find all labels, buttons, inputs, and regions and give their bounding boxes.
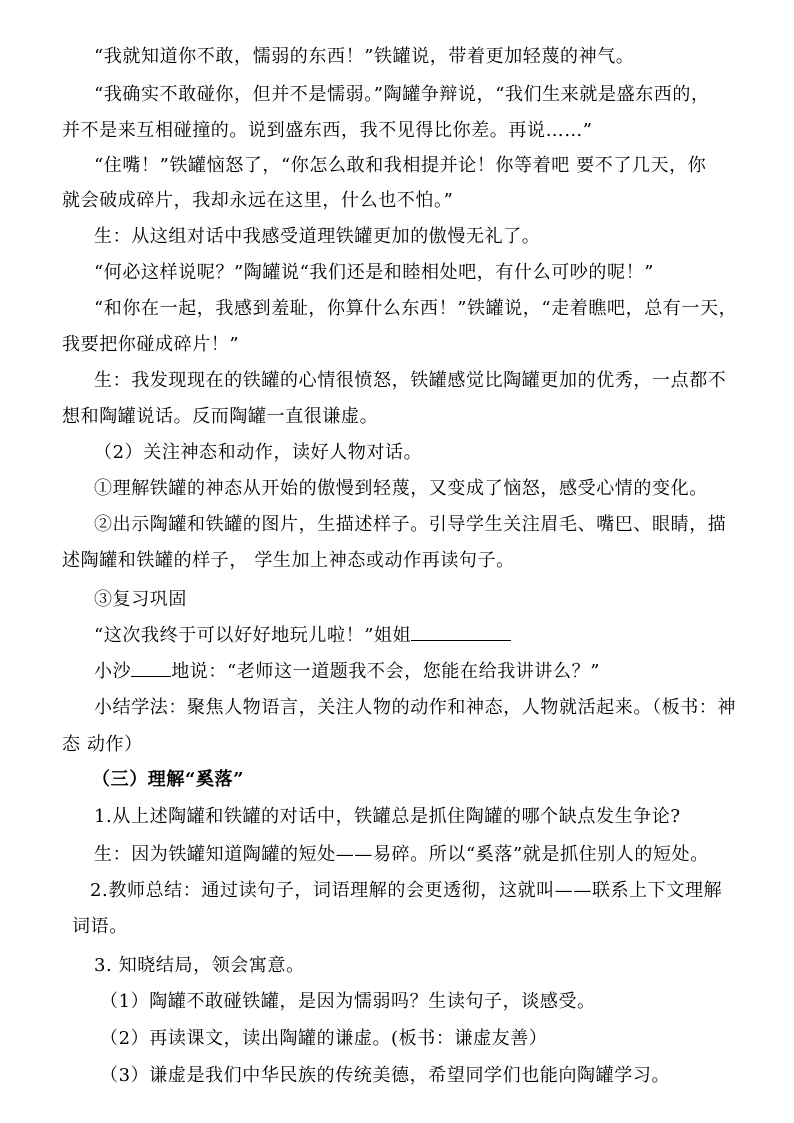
section-item: 述陶罐和铁罐的样子， 学生加上神态或动作再读句子。 [62,550,515,571]
dialogue-line: “住嘴！”铁罐恼怒了，“你怎么敢和我相提并论！你等着吧 要不了几天，你 [94,155,707,176]
dialogue-line: “我就知道你不敢，懦弱的东西！”铁罐说，带着更加轻蔑的神气。 [94,46,635,67]
exercise-line [94,660,600,683]
numbered-item: 3. 知晓结局，领会寓意。 [94,955,305,976]
sub-item: （1）陶罐不敢碰铁罐，是因为懦弱吗？生读句子，谈感受。 [100,991,596,1012]
section-heading: （三）理解“奚落” [92,769,245,790]
sub-item: （3）谦虚是我们中华民族的传统美德，希望同学们也能向陶罐学习。 [100,1065,671,1086]
section-item: ①理解铁罐的神态从开始的傲慢到轻蔑，又变成了恼怒，感受心情的变化。 [94,478,708,499]
numbered-item: 1.从上述陶罐和铁罐的对话中，铁罐总是抓住陶罐的哪个缺点发生争论? [94,806,681,827]
dialogue-line: 并不是来互相碰撞的。说到盛东西，我不见得比你差。再说……” [62,120,593,141]
dialogue-line: “和你在一起，我感到羞耻，你算什么东西！”铁罐说，“走着瞧吧，总有一天， [94,298,738,319]
exercise-text: 小沙 [94,661,132,682]
dialogue-line: 就会破成碎片，我却永远在这里，什么也不怕。” [62,190,454,211]
sub-item: （2）再读课文，读出陶罐的谦虚。(板书：谦虚友善） [100,1028,548,1049]
dialogue-line: 我要把你碰成碎片！” [62,334,240,355]
summary-line: 态 动作） [62,734,143,755]
student-response: 生：从这组对话中我感受道理铁罐更加的傲慢无礼了。 [94,226,541,247]
dialogue-line: “我确实不敢碰你，但并不是懦弱。”陶罐争辩说，“我们生来就是盛东西的， [94,84,710,105]
exercise-text: 地说：“老师这一道题我不会，您能在给我讲讲么？” [171,661,601,682]
dialogue-line: “何必这样说呢？”陶罐说“我们还是和睦相处吧，有什么可吵的呢！” [94,262,655,283]
numbered-item: 2.教师总结：通过读句子，词语理解的会更透彻，这就叫——联系上下文理解 [90,880,723,901]
section-item: （2）关注神态和动作，读好人物对话。 [94,442,423,463]
fill-blank [411,624,511,641]
student-response: 想和陶罐说话。反而陶罐一直很谦虚。 [62,406,379,427]
summary-line: 小结学法：聚焦人物语言，关注人物的动作和神态，人物就活起来。（板书：神 [94,697,736,718]
fill-blank [131,660,171,677]
section-item: ③复习巩固 [94,589,187,610]
exercise-text: “这次我终于可以好好地玩儿啦！”姐姐 [94,625,412,646]
section-item: ②出示陶罐和铁罐的图片，生描述样子。引导学生关注眉毛、嘴巴、眼睛，描 [94,514,727,535]
numbered-item: 词语。 [72,916,128,937]
student-response: 生：因为铁罐知道陶罐的短处——易碎。所以“奚落”就是抓住别人的短处。 [94,844,709,865]
exercise-line [94,624,511,647]
student-response: 生：我发现现在的铁罐的心情很愤怒，铁罐感觉比陶罐更加的优秀，一点都不 [94,370,727,391]
